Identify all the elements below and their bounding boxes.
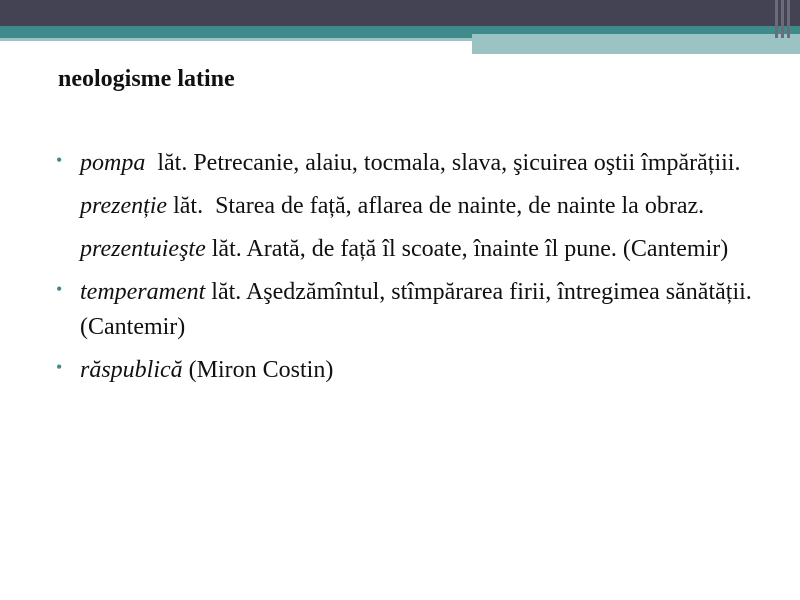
- header-light-line: [0, 38, 472, 41]
- entry-term: prezentuieşte: [80, 236, 206, 262]
- entry-definition: lăt. Aşedzămîntul, stîmpărarea firii, întregimea sănătății. (Cantemir): [80, 279, 758, 340]
- entry-term: temperament: [80, 279, 206, 305]
- list-item: [56, 353, 756, 388]
- entry-term: pompa: [80, 150, 146, 176]
- bullet-icon: •: [56, 357, 63, 377]
- header-dark-band: [0, 0, 800, 26]
- list-item: [56, 232, 756, 267]
- list-item: [56, 275, 756, 345]
- slide-title: neologisme latine: [58, 66, 235, 92]
- list-item: [56, 189, 756, 224]
- entry-term: răspublică: [80, 357, 183, 383]
- header-stripe: [775, 0, 778, 38]
- bullet-icon: •: [56, 150, 63, 170]
- header-stripe: [781, 0, 784, 38]
- entry-definition: lăt. Arată, de față îl scoate, înainte îl pune. (Cantemir): [205, 236, 729, 262]
- bullet-icon: •: [56, 279, 63, 299]
- header-stripe: [787, 0, 790, 38]
- entry-term: prezenție: [80, 193, 168, 219]
- entry-definition: (Miron Costin): [182, 357, 334, 383]
- entry-definition: lăt. Petrecanie, alaiu, tocmala, slava, şicuirea oştii împărățiii.: [145, 150, 741, 176]
- slide-body: [56, 146, 756, 396]
- header-light-block: [472, 34, 800, 54]
- list-item: [56, 146, 756, 181]
- entry-definition: lăt. Starea de față, aflarea de nainte, de nainte la obraz.: [167, 193, 705, 219]
